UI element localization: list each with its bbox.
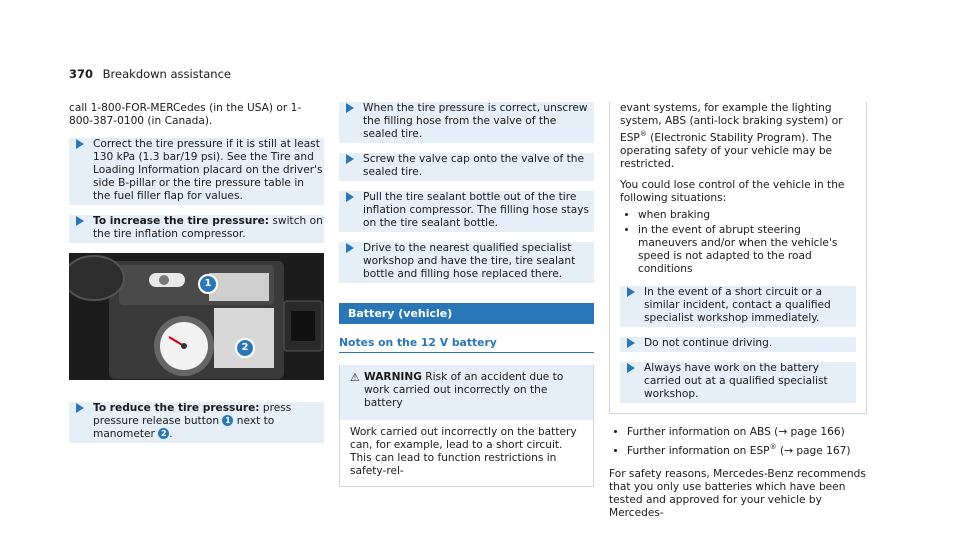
- step-end: .: [169, 428, 173, 440]
- step-no-driving: [620, 337, 856, 352]
- list-item: • when braking: [638, 209, 856, 222]
- step-text: Drive to the nearest qualified specialist workshop and have the tire, tire sealant bottle and filling hose replaced there.: [363, 242, 576, 280]
- step-increase-pressure: [69, 215, 324, 243]
- step-rest: switch on the tire inflation compressor.: [93, 215, 323, 240]
- cont2: You could lose control of the vehicle in the following situations:: [620, 179, 845, 204]
- step-short-circuit: [620, 286, 856, 327]
- arrow-right-icon: [627, 363, 635, 373]
- arrow-right-icon: [346, 103, 354, 113]
- arrow-right-icon: [627, 287, 635, 297]
- warning-card-continued: [609, 102, 867, 414]
- info-abs[interactable]: • Further information on ABS (→ page 166): [627, 426, 867, 439]
- step-pull-bottle: [339, 191, 594, 232]
- page-header: [69, 67, 231, 81]
- warning-title-text: Risk of an accident due to work carried out incorrectly on the battery: [364, 371, 564, 409]
- warning-continued-text: [620, 102, 856, 171]
- info-esp[interactable]: [627, 441, 867, 458]
- registered-mark: ®: [639, 130, 647, 138]
- section-title: Battery (vehicle): [339, 303, 594, 324]
- column-1: [69, 102, 324, 453]
- step-text: When the tire pressure is correct, unscrew the filling hose from the valve of the sealed tire.: [363, 102, 588, 140]
- step-text: Always have work on the battery carried out at a qualified specialist workshop.: [644, 362, 828, 400]
- list-item: • in the event of abrupt steering maneuvers and/or when the vehicle's speed is not adapted to the road conditions: [638, 224, 856, 276]
- step-drive-workshop: [339, 242, 594, 283]
- column-2: [339, 102, 594, 487]
- badge-2: 2: [158, 428, 169, 439]
- arrow-right-icon: [346, 192, 354, 202]
- step-bold: To reduce the tire pressure:: [93, 402, 260, 414]
- arrow-right-icon: [76, 403, 84, 413]
- safety-text: For safety reasons, Mercedes-Benz recommends that you only use batteries which have been tested and approved for your vehicle by Mercedes-: [609, 468, 866, 519]
- info-list: [609, 426, 867, 458]
- page-title: Breakdown assistance: [102, 67, 231, 81]
- situation-list: [620, 209, 856, 276]
- step-bold: To increase the tire pressure:: [93, 215, 270, 227]
- registered-mark: ®: [769, 443, 777, 451]
- callout-2: 2: [235, 338, 255, 358]
- step-rest: press pressure release button: [93, 402, 292, 427]
- step-text: Screw the valve cap onto the valve of the sealed tire.: [363, 153, 585, 178]
- step-correct-pressure: [69, 138, 324, 205]
- step-workshop: [620, 362, 856, 403]
- subsection-title: Notes on the 12 V battery: [339, 336, 594, 353]
- step-valve-cap: [339, 153, 594, 181]
- intro-text: call 1-800-FOR-MERCedes (in the USA) or 1-800-387-0100 (in Canada).: [69, 102, 302, 127]
- step-text: Do not continue driving.: [644, 337, 773, 349]
- step-text: In the event of a short circuit or a similar incident, contact a qualified specialist workshop immediately.: [644, 286, 831, 324]
- step-unscrew-hose: [339, 102, 594, 143]
- compressor-photo: [69, 253, 324, 380]
- warning-body: Work carried out incorrectly on the battery can, for example, lead to a short circuit. This can lead to function restrictions in safety-rel-: [350, 426, 577, 477]
- compressor-illustration: [69, 253, 324, 380]
- arrow-right-icon: [76, 216, 84, 226]
- step-text: [93, 402, 324, 441]
- warning-label: WARNING: [364, 371, 422, 383]
- badge-1: 1: [222, 415, 233, 426]
- step-mid: next to manometer: [93, 415, 275, 440]
- cont1: evant systems, for example the lighting system, ABS (anti-lock braking system) or ESP: [620, 102, 843, 144]
- arrow-right-icon: [346, 154, 354, 164]
- page-number: 370: [69, 67, 94, 81]
- warning-card: [339, 365, 594, 487]
- cont1-end: (Electronic Stability Program). The operating safety of your vehicle may be restricted.: [620, 132, 833, 170]
- warning-title: [350, 371, 585, 410]
- step-reduce-pressure: [69, 402, 324, 443]
- column-3: [609, 102, 867, 520]
- warning-triangle-icon: ⚠: [350, 371, 360, 384]
- step-text: Pull the tire sealant bottle out of the tire inflation compressor. The filling hose stays on the tire sealant bottle.: [363, 191, 590, 229]
- arrow-right-icon: [627, 338, 635, 348]
- info-esp-b: (→ page 167): [776, 445, 851, 457]
- warning-header: [340, 365, 593, 420]
- arrow-right-icon: [76, 139, 84, 149]
- step-text: [93, 215, 324, 241]
- info-esp-a: Further information on ESP: [627, 445, 770, 457]
- step-text: Correct the tire pressure if it is still at least 130 kPa (1.3 bar/19 psi). See the Tire and Loading Information placard on the driver's side B-pillar or the tire pressure table in the fuel filler flap for values.: [93, 138, 323, 202]
- arrow-right-icon: [346, 243, 354, 253]
- callout-1: 1: [198, 274, 218, 294]
